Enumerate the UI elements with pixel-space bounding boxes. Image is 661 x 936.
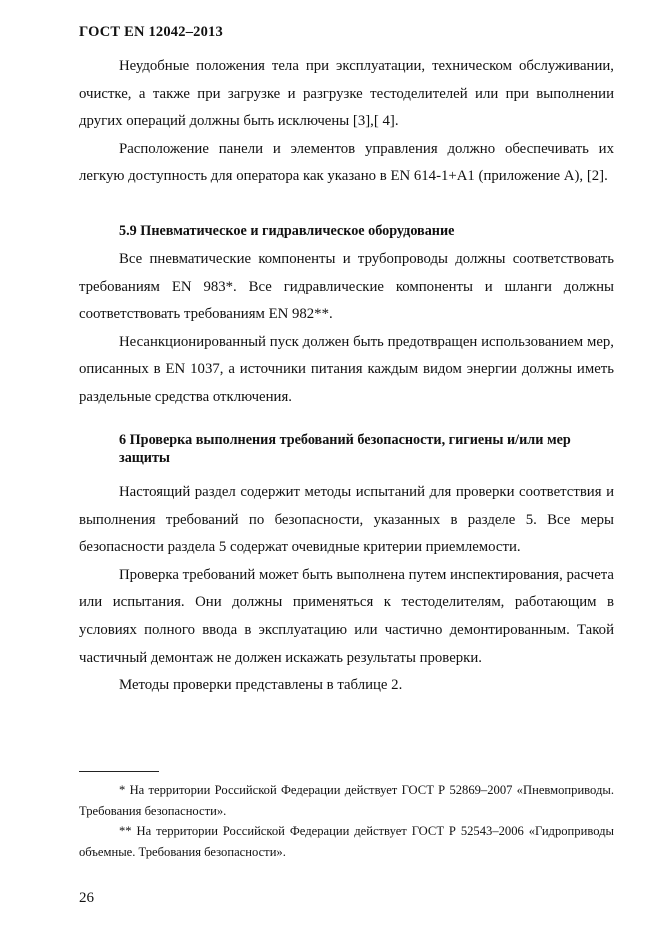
section-heading-6: 6 Проверка выполнения требований безопасности, гигиены и/или мер защиты [119,432,571,466]
body-text-block-2 [79,246,614,412]
paragraph: Методы проверки представлены в таблице 2. [119,677,403,694]
paragraph: Проверка требований может быть выполнена путем инспектирования, расчета или испытания. Они должны применяться к тестоделителям, работающим в условиях полного ввода в эксплуатацию или частично демонтированным. Такой частичный демонтаж не должен искажать результаты проверки. [79,566,614,666]
paragraph: Все пневматические компоненты и трубопроводы должны соответствовать требованиям EN 983*. Все гидравлические компоненты и шланги должны соответствовать требованиям EN 982**. [79,251,614,323]
paragraph: Настоящий раздел содержит методы испытаний для проверки соответствия и выполнения требований по безопасности, указанных в разделе 5. Все меры безопасности раздела 5 содержат очевидные критерии приемлемости. [79,484,614,556]
body-text-block-3 [79,479,614,700]
paragraph: Расположение панели и элементов управления должно обеспечивать их легкую доступность для оператора как указано в EN 614-1+A1 (приложение А), [2]. [79,140,614,185]
body-text-block-1 [79,53,614,191]
footnotes [79,780,614,862]
paragraph: Несанкционированный пуск должен быть предотвращен использованием мер, описанных в EN 1037, а источники питания каждым видом энергии должны иметь раздельные средства отключения. [79,333,614,405]
footnote-divider [79,771,159,772]
footnote: ** На территории Российской Федерации действует ГОСТ Р 52543–2006 «Гидроприводы объемные. Требования безопасности». [79,824,614,859]
footnote: * На территории Российской Федерации действует ГОСТ Р 52869–2007 «Пневмоприводы. Требования безопасности». [79,783,614,818]
paragraph: Неудобные положения тела при эксплуатации, техническом обслуживании, очистке, а также при загрузке и разгрузке тестоделителей или при выполнении других операций должны быть исключены [3],[ 4]. [79,58,614,130]
page-number: 26 [79,890,94,906]
section-heading-5-9: 5.9 Пневматическое и гидравлическое оборудование [119,223,455,239]
document-header: ГОСТ EN 12042–2013 [79,24,223,40]
